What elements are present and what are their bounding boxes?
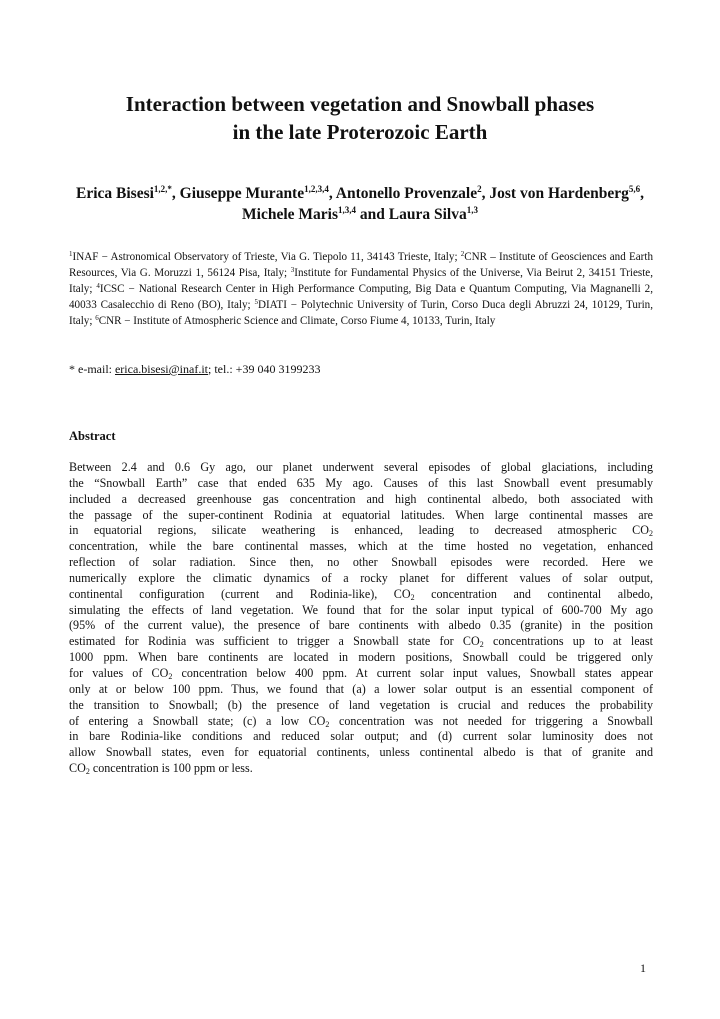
affiliation-number: 1 (69, 250, 73, 258)
author-affiliation-mark: 1,2,* (153, 184, 172, 194)
abstract-line: allow Snowball states, even for equatorial continents, unless continental albedo is that of granite and (69, 745, 653, 760)
abstract-line: concentration, while the bare continental masses, which at the time hosted no vegetation, enhanced (69, 539, 653, 554)
affiliation-number: 6 (95, 313, 99, 322)
affiliation-number: 5 (254, 297, 258, 306)
affiliation-number: 3 (290, 265, 295, 274)
author-name: Giuseppe Murante (179, 185, 305, 202)
email-link[interactable]: erica.bisesi@inaf.it (114, 362, 209, 376)
abstract-line: continental configuration (current and Rodinia-like), $CO_2$ concentration and continental albedo, (69, 586, 653, 602)
author-affiliation-mark: 1,2,3,4 (304, 184, 329, 194)
author-affiliation-mark: 2 (477, 184, 482, 194)
author-separator: , (640, 185, 644, 202)
abstract-line: $CO_2$ concentration is 100 ppm or less. (69, 761, 253, 777)
abstract-line: (95% of the current value), the presence of bare continents with albedo 0.35 (granite) in the position (69, 618, 653, 633)
contact-suffix: ; tel.: +39 040 3199233 (208, 362, 321, 376)
abstract-line: estimated for Rodinia was sufficient to trigger a Snowball state for $CO_2$ concentrations up to at least (69, 634, 653, 650)
affiliation-number: 4 (96, 281, 100, 290)
author-name: Laura Silva (388, 206, 467, 223)
abstract-line: simulating the effects of land vegetation. We found that for the solar input typical of 600-700 My ago (69, 602, 653, 617)
author-separator: , (481, 185, 490, 202)
abstract-body (69, 460, 653, 777)
author-name: Jost von Hardenberg (489, 185, 629, 202)
paper-title (60, 90, 660, 146)
author-affiliation-mark: 1,3,4 (338, 205, 357, 215)
title-line-1: Interaction between vegetation and Snowball phases (125, 92, 595, 116)
page-number: 1 (640, 961, 646, 975)
abstract-line: Between 2.4 and 0.6 Gy ago, our planet underwent several episodes of global glaciations, including (69, 460, 653, 474)
affiliation-text: INAF − Astronomical Observatory of Trieste, Via G. Tiepolo 11, 34143 Trieste, Italy; (72, 251, 461, 263)
contact-prefix: * e-mail: (69, 362, 115, 376)
affiliation-text: DIATI − Polytechnic University of Turin, Corso Duca degli Abruzzi 24, 10129, Turin, Italy; (69, 298, 653, 327)
author-name: Michele Maris (242, 206, 339, 223)
abstract-heading: Abstract (69, 429, 116, 443)
title-line-2: in the late Proterozoic Earth (232, 120, 488, 144)
abstract-line: the transition to Snowball; (b) the presence of land vegetation is crucial and reduces the probability (69, 697, 653, 712)
affiliation-text: ICSC − National Research Center in High Performance Computing, Big Data e Quantum Computing, Via Magnanelli 2, 40033 Casalecchio di Reno (BO), Italy; (69, 282, 653, 311)
affiliations (69, 250, 653, 330)
author-affiliation-mark: 5,6 (628, 184, 641, 194)
abstract-line: 1000 ppm. When bare continents are located in modern positions, Snowball could be triggered only (69, 650, 653, 665)
affiliation-text: CNR − Institute of Atmospheric Science and Climate, Corso Fiume 4, 10133, Turin, Italy (98, 314, 496, 327)
author-separator: , (328, 185, 336, 202)
abstract-line: numerically explore the climatic dynamics of a rocky planet for different values of solar output, (69, 570, 653, 585)
abstract-line: reflection of solar radiation. Since then, no other Snowball episodes were recorded. Here we (69, 555, 653, 570)
abstract-line: the “Snowball Earth” case that ended 635 My ago. Causes of this last Snowball event presumably (69, 475, 653, 490)
author-list (60, 183, 660, 225)
abstract-line: included a decreased greenhouse gas concentration and high continental albedo, both associated with (69, 491, 653, 506)
abstract-line: of entering a Snowball state; (c) a low $CO_2$ concentration was not needed for triggering a Snowball (69, 713, 653, 729)
author-separator: , (171, 185, 180, 202)
affiliation-text: Institute for Fundamental Physics of the Universe, Via Beirut 2, 34151 Trieste, Italy; (69, 266, 653, 295)
author-separator: and (356, 206, 389, 223)
author-name: Antonello Provenzale (335, 185, 478, 202)
author-name: Erica Bisesi (75, 185, 154, 202)
affiliation-number: 2 (460, 250, 465, 258)
abstract-line: for values of $CO_2$ concentration below 400 ppm. At current solar input values, Snowball states appear (69, 665, 653, 681)
author-affiliation-mark: 1,3 (466, 205, 478, 215)
abstract-line: in equatorial regions, silicate weathering is enhanced, leading to decreased atmospheric $CO_2$ (69, 523, 653, 539)
affiliation-text: CNR – Institute of Geosciences and Earth Resources, Via G. Moruzzi 1, 56124 Pisa, Italy; (69, 251, 653, 279)
abstract-line: in bare Rodinia-like conditions and reduced solar output; and (d) current solar luminosity does not (69, 729, 653, 744)
contact-line (69, 361, 653, 377)
abstract-line: only at or below 100 ppm. Thus, we found that (a) a lower solar output is an essential component of (69, 681, 653, 696)
abstract-line: the passage of the super-continent Rodinia at equatorial latitudes. When large continental masses are (69, 507, 653, 522)
